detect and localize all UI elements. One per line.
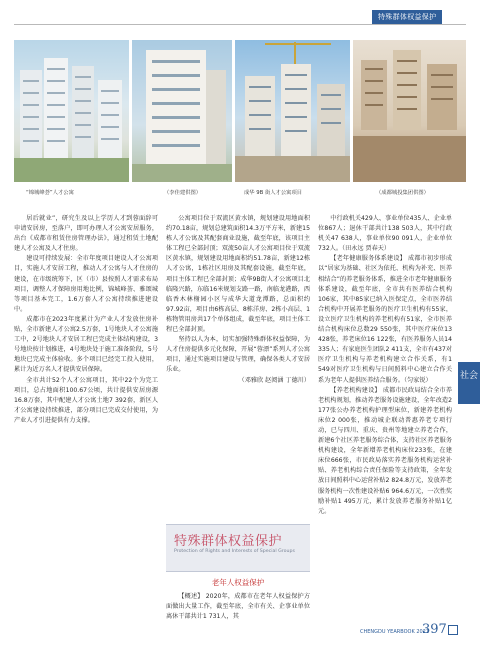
text-column-2 — [166, 214, 310, 386]
text-column-3 — [318, 214, 452, 517]
footer-label: CHENGDU YEARBOOK 2021 — [360, 629, 430, 635]
photo-caption-4: （成都城投集团供图） — [376, 190, 429, 196]
page-number: 397 — [422, 622, 447, 637]
banner-subtitle: Protection of Rights and Interests of Special Groups — [174, 549, 295, 554]
photo-construction-site — [235, 40, 350, 182]
photo-building-closeup — [132, 40, 232, 182]
paragraph: 公寓项目位于双流区黄水镇，规划建设用地面积约70.18亩，规划总建筑面积14.3万平方米，新建15栋人才公寓及其配套商业设施，截至年底，该项目主体工程已全部封顶；双流50亩人才公寓项目位于双流区黄水镇，规划建设用地面积约51.78亩，新建12栋人才公寓，1栋社区用房及其配套设施，截至年底，项目主体工程已全部封顶；成华9B街人才公寓项目北临隆兴路，东临16米规划支路一路，南临龙港路，西临香木林榭园小区与成华大道龙潭路，总面积约97.92亩，项目由6栋高层、8栋洋房、2栋小高层、1栋物管用房共17个单体组成，截至年底，项目主体工程已全部封顶。 — [166, 215, 310, 334]
author-signature: （邓雅欣 赵阅涵 丁德川） — [238, 376, 310, 384]
section-header-tab: 特殊群体权益保护 — [372, 10, 442, 24]
page-mark-icon — [448, 625, 458, 635]
paragraph: 坚持以人为本，切实加强特殊群体权益保障，为人才住房提供多元化保障，开展“蓉漂”系列人才公寓项目，通过实施项目建设与管理，确保各类人才安居乐业。 — [166, 336, 310, 374]
photo-caption-1: “锦城峰荟”人才公寓 — [26, 190, 74, 196]
paragraph: 建设可持续发展：全市年度项目建设人才公寓项目，实施人才安居工程，推动人才公寓与人才住房的建设，在市级统筹下，区（市）县按照人才需求布局项目，调整人才保障房用地比例，锦城峰荟、雅颂城等项目基本完工，1.6万套人才公寓持续推进建设中。 — [14, 255, 158, 313]
section-banner — [166, 524, 310, 572]
paragraph: 【概述】 2020年，成都市在老年人权益保护方面做出大量工作，截至年底，全市有关、企事业单位离休干部共计1 731人，其 — [166, 593, 310, 621]
photo-apartment-towers — [14, 40, 129, 182]
paragraph: 成都市在2023年度累计为产业人才发放住房补贴，全市新建人才公寓2.5万套，1号地块人才公寓施工中，2号地块人才安居工程已完成主体结构建设，3号地块按计划推进，4号地块处于施工准备阶段，5号地块已完成主体验收。多个项目已经完工投入使用，累计为近万名人才提供安居保障。 — [14, 315, 158, 374]
header-rule — [14, 24, 466, 25]
banner-title: 特殊群体权益保护 — [174, 534, 283, 549]
photo-caption-3: 成华 9B 街人才公寓项目 — [244, 190, 303, 196]
photo-caption-2: （李佳建供图） — [164, 190, 202, 196]
paragraph: 中行政机关429人、事业单位435人、企业单位867人；退休干部共计138 503人，其中行政机关47 638人，事业单位90 091人，企业单位732人。（田永远 贾春天） — [318, 215, 452, 253]
photo-strip — [14, 40, 466, 206]
paragraph: 全市共计52个人才公寓项目，其中22个为完工项目，总占地面积100.67公顷，共计提供安居房源16.8万套，其中配建人才公寓土地7 392套，新区人才公寓建设持续推进，部分项目已完成交付使用，为产业人才引进提供有力支撑。 — [14, 376, 158, 424]
paragraph: 居后就业”，研究生及以上学历人才到蓉面辞可申请安居房，至落户，即可办理人才公寓安居服务，出台《成都市租赁住房管理办法》，通过租赁土地配建人才公寓及人才住房。 — [14, 215, 158, 253]
photo-aerial-view — [353, 40, 466, 182]
chapter-side-tab: 社会 — [458, 362, 480, 404]
paragraph: 【老年健康服务体系建设】 成都市初步形成以“居家为基础、社区为依托、机构为补充、医养相结合”的养老服务体系，推进全市老年健康服务体系建设，截至年底，全市共有医养结合机构106家，其中85家已纳入医保定点，全市医养结合机构中开展养老服务的医疗卫生机构有55家，设立医疗卫生机构的养老机构有51家，全市医养结合机构床位总数29 550张，其中医疗床位13 428张，养老床位16 122张，有医养服务人员14 335人；有家庭医生团队2 411支，全市有437对医疗卫生机构与养老机构建立合作关系，有1 549对医疗卫生机构与日间照料中心建立合作关系为老年人提供医养结合服务。（匀家锐） — [318, 255, 452, 384]
paragraph: 【养老机构建设】 成都市民政局结合全市养老机构规划，推动养老服务设施建设，全年改造2 177张公办养老机构护理型床位，新建养老机构床位2 000张，推动城企联动普惠养老专项行动，已与四川、重庆、贵州等地建立养老合作，新建6个社区养老服务综合体，支持社区养老服务机构建设，全年新增养老机构床位233张，在建床位666张，市民政局落实养老服务机构运营补贴、养老机构综合责任保险等支持政策，全年发放日间照料中心运营补贴2 824.8万元，发放养老服务机构一次性建设补贴6 964.6万元，一次性奖励补贴1 495万元，累计发放养老服务补贴1亿元。 — [318, 386, 452, 515]
section-heading: 老年人权益保护 — [211, 578, 265, 587]
text-column-1 — [14, 214, 158, 634]
text-column-2-continued — [166, 592, 310, 622]
